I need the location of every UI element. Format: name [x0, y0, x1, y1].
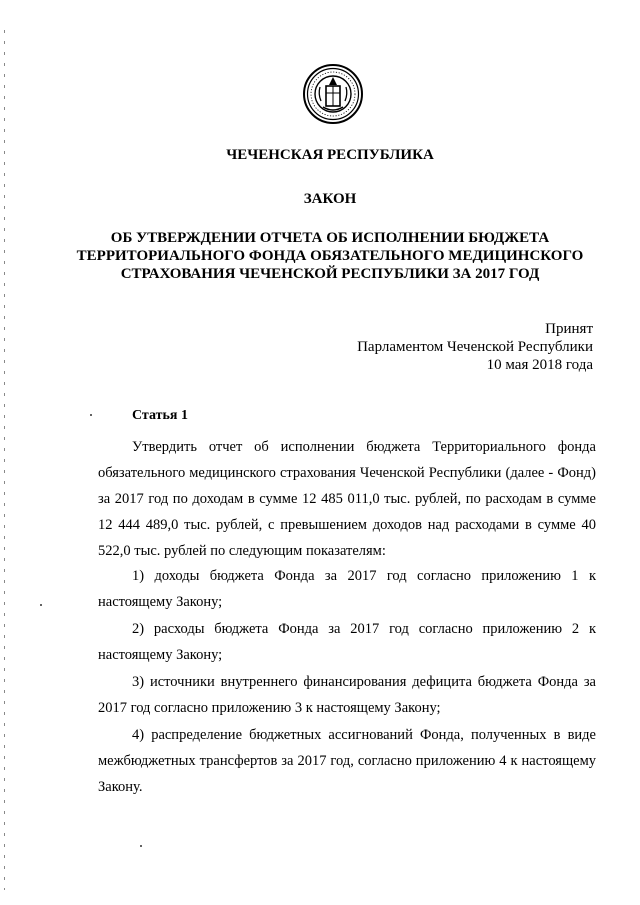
adoption-line: Парламентом Чеченской Республики	[357, 339, 593, 355]
adoption-date: 10 мая 2018 года	[486, 357, 593, 373]
coat-of-arms-seal-icon	[302, 63, 364, 125]
adoption-line: Принят	[545, 321, 593, 337]
law-title: ОБ УТВЕРЖДЕНИИ ОТЧЕТА ОБ ИСПОЛНЕНИИ БЮДЖЕТА ТЕРРИТОРИАЛЬНОГО ФОНДА ОБЯЗАТЕЛЬНОГО МЕДИЦИНСКОГО СТРАХОВАНИЯ ЧЕЧЕНСКОЙ РЕСПУБЛИКИ ЗА 2017 ГОД	[76, 230, 584, 282]
article-paragraph: Утвердить отчет об исполнении бюджета Территориального фонда обязательного медицинского страхования Чеченской Республики (далее - Фонд) за 2017 год по доходам в сумме 12 485 011,0 тыс. рублей, по расходам в сумме 12 444 489,0 тыс. рублей, с превышением доходов над расходами в сумме 40 522,0 тыс. рублей по следующим показателям:	[98, 439, 596, 559]
republic-heading: ЧЕЧЕНСКАЯ РЕСПУБЛИКА	[226, 147, 434, 163]
doc-type-heading: ЗАКОН	[303, 191, 357, 207]
article-heading: Статья 1	[132, 408, 188, 423]
scan-speck	[140, 845, 142, 847]
scan-speck	[90, 414, 92, 416]
scan-speck	[40, 604, 42, 606]
article-list-item: 4) распределение бюджетных ассигнований Фонда, полученных в виде межбюджетных трансфертов за 2017 год, согласно приложению 4 к настоящему Закону.	[98, 727, 596, 795]
article-list-item: 2) расходы бюджета Фонда за 2017 год согласно приложению 2 к настоящему Закону;	[98, 621, 596, 663]
article-list-item: 1) доходы бюджета Фонда за 2017 год согласно приложению 1 к настоящему Закону;	[98, 568, 596, 610]
scan-edge-line	[4, 30, 5, 890]
adoption-block	[300, 320, 593, 374]
article-list-item: 3) источники внутреннего финансирования дефицита бюджета Фонда за 2017 год согласно приложению 3 к настоящему Закону;	[98, 674, 596, 716]
